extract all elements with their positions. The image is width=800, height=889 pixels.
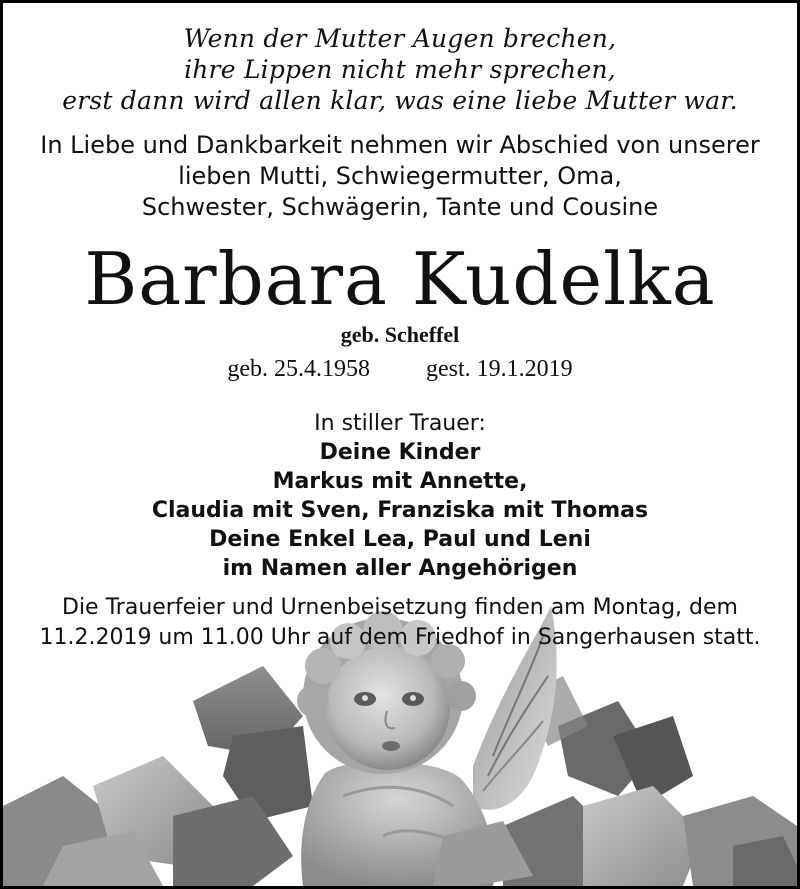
mourner-line: Markus mit Annette, — [272, 469, 528, 494]
mourner-line: Deine Kinder — [319, 440, 481, 465]
mourning-intro: In stiller Trauer: — [314, 411, 486, 436]
ceremony-info — [3, 593, 797, 653]
poem-line: erst dann wird allen klar, was eine liebe Mutter war. — [62, 86, 738, 115]
birth-date: geb. 25.4.1958 — [227, 356, 370, 382]
life-dates — [3, 353, 797, 385]
obituary-content — [3, 23, 797, 653]
ceremony-line: 11.2.2019 um 11.00 Uhr auf dem Friedhof in Sangerhausen statt. — [39, 625, 761, 650]
mourner-line: Claudia mit Sven, Franziska mit Thomas — [151, 498, 649, 523]
poem — [3, 23, 797, 116]
death-date: gest. 19.1.2019 — [425, 356, 573, 382]
ceremony-line: Die Trauerfeier und Urnenbeisetzung finden am Montag, dem — [62, 595, 738, 620]
poem-line: Wenn der Mutter Augen brechen, — [183, 24, 617, 53]
intro-text — [3, 130, 797, 223]
deceased-name: Barbara Kudelka — [84, 237, 716, 321]
mourner-line: Deine Enkel Lea, Paul und Leni — [209, 527, 591, 552]
intro-line: In Liebe und Dankbarkeit nehmen wir Abschied von unserer — [40, 131, 760, 159]
poem-line: ihre Lippen nicht mehr sprechen, — [184, 55, 616, 84]
intro-line: lieben Mutti, Schwiegermutter, Oma, — [178, 162, 622, 190]
intro-line: Schwester, Schwägerin, Tante und Cousine — [141, 193, 659, 221]
mourner-line: im Namen aller Angehörigen — [222, 556, 578, 581]
mourners-section — [3, 409, 797, 583]
maiden-name: geb. Scheffel — [340, 322, 460, 347]
